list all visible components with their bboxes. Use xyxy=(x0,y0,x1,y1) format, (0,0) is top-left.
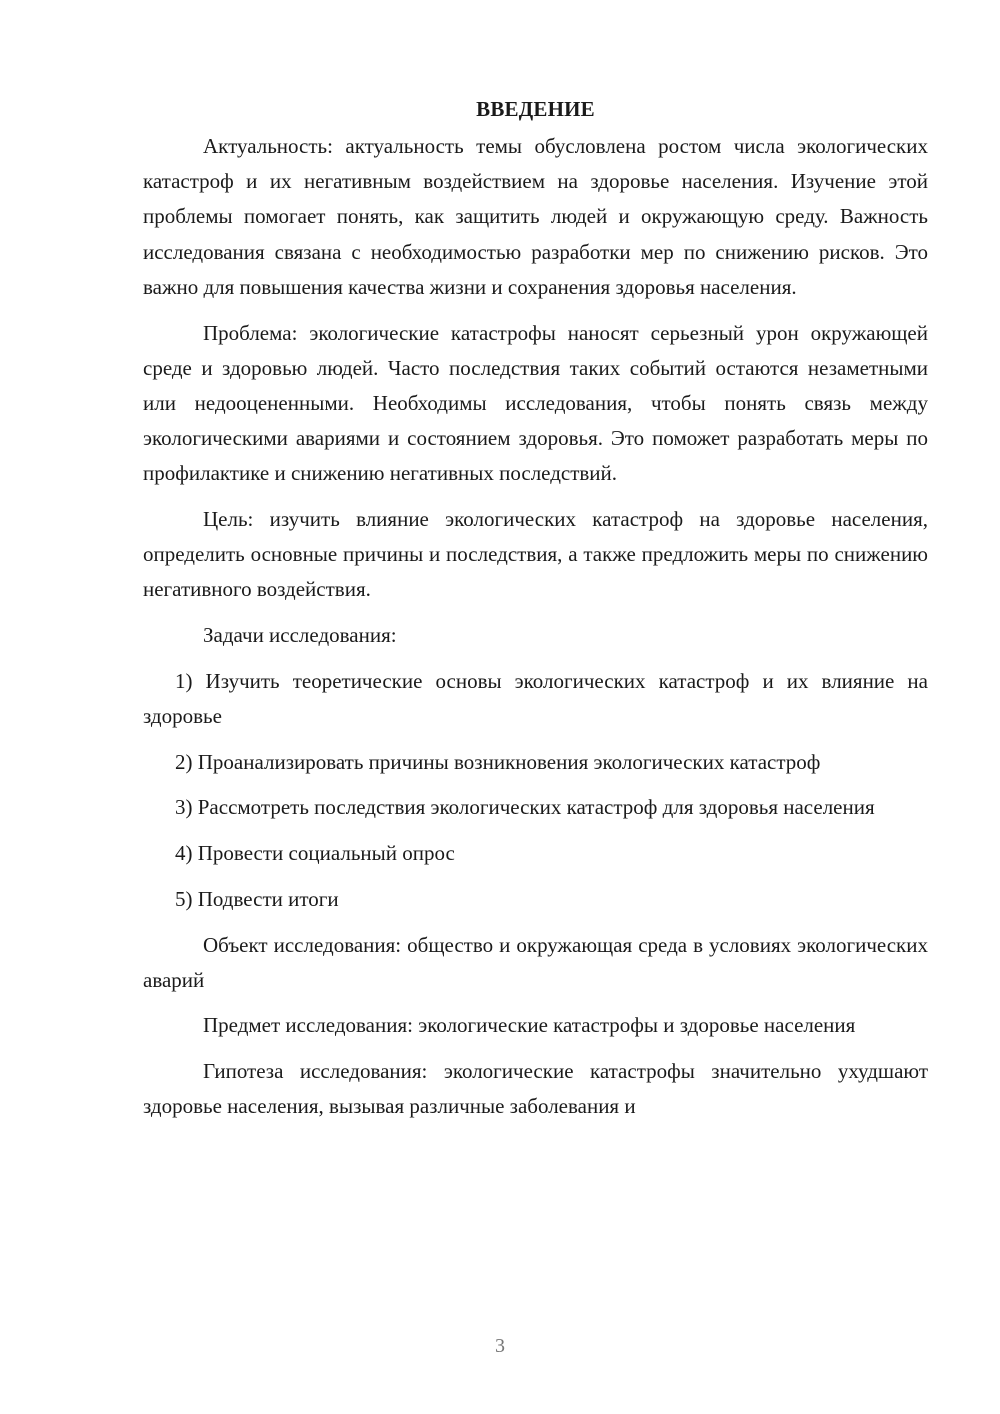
object-paragraph: Объект исследования: общество и окружающая среда в условиях экологических аварий xyxy=(143,932,928,992)
page-number: 3 xyxy=(495,1335,505,1357)
hypothesis-paragraph: Гипотеза исследования: экологические катастрофы значительно ухудшают здоровье населения, вызывая различные заболевания и xyxy=(143,1059,928,1119)
problem-paragraph: Проблема: экологические катастрофы наносят серьезный урон окружающей среде и здоровью людей. Часто последствия таких событий остаются незаметными или недооцененными. Необходимы исследования, чтобы понять связь между экологическими авариями и состоянием здоровья. Это поможет разработать меры по профилактике и снижению негативных последствий. xyxy=(143,320,928,486)
tasks-heading: Задачи исследования: xyxy=(203,623,397,648)
task-item-5: 5) Подвести итоги xyxy=(175,886,339,911)
goal-paragraph: Цель: изучить влияние экологических катастроф на здоровье населения, определить основные причины и последствия, а также предложить меры по снижению негативного воздействия. xyxy=(143,507,928,602)
relevance-paragraph: Актуальность: актуальность темы обусловлена ростом числа экологических катастроф и их негативным воздействием на здоровье населения. Изучение этой проблемы помогает понять, как защитить людей и окружающую среду. Важность исследования связана с необходимостью разработки мер по снижению рисков. Это важно для повышения качества жизни и сохранения здоровья населения. xyxy=(143,134,928,299)
task-item-1: 1) Изучить теоретические основы экологических катастроф и их влияние на здоровье xyxy=(143,668,928,729)
document-page xyxy=(143,92,928,1135)
task-item-3: 3) Рассмотреть последствия экологических катастроф для здоровья населения xyxy=(175,795,875,820)
page-title: ВВЕДЕНИЕ xyxy=(476,97,595,121)
task-item-2: 2) Проанализировать причины возникновения экологических катастроф xyxy=(175,749,821,774)
task-item-4: 4) Провести социальный опрос xyxy=(175,841,455,866)
subject-paragraph: Предмет исследования: экологические катастрофы и здоровье населения xyxy=(203,1013,856,1038)
